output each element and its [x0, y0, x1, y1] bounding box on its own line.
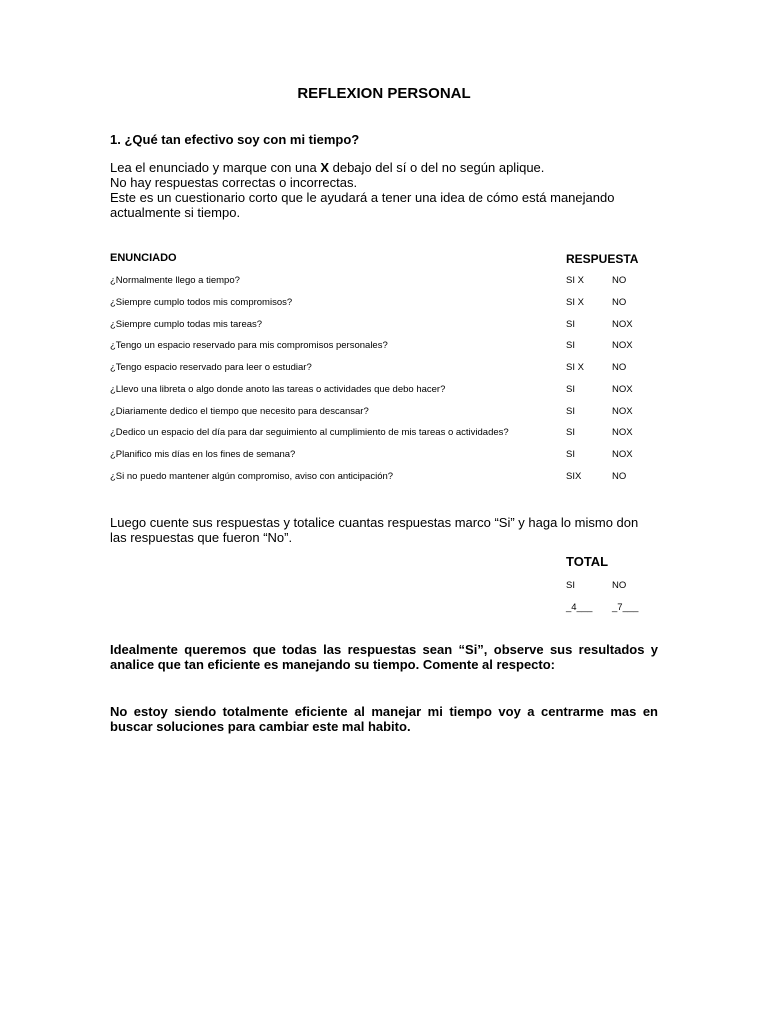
question-row [110, 406, 658, 428]
question-text: ¿Llevo una libreta o algo donde anoto las tareas o actividades que debo hacer? [110, 383, 446, 395]
answer-si: SIX [566, 470, 582, 482]
answer-no: NOX [612, 383, 633, 395]
answer-si: SI [566, 449, 575, 460]
question-text: ¿Diariamente dedico el tiempo que necesito para descansar? [110, 405, 369, 417]
questionnaire-table [110, 275, 658, 493]
page-title: REFLEXION PERSONAL [297, 85, 471, 102]
intro-text [110, 160, 658, 220]
intro-line-1-end: debajo del sí o del no según aplique. [329, 160, 545, 175]
answer-no: NO [612, 362, 627, 373]
answer-si: SI [566, 427, 575, 439]
intro-line-1 [110, 160, 658, 175]
intro-line-1-start: Lea el enunciado y marque con una [110, 160, 321, 175]
answer-no: NO [612, 275, 627, 286]
question-row [110, 471, 658, 493]
answer-no: NOX [612, 405, 633, 417]
intro-mark-x: X [320, 160, 329, 175]
question-text: ¿Tengo un espacio reservado para mis compromisos personales? [110, 340, 388, 352]
question-text: ¿Siempre cumplo todas mis tareas? [110, 318, 263, 330]
closing-prompt: Idealmente queremos que todas las respuestas sean “Si”, observe sus resultados y analice que tan eficiente es manejando su tiempo. Comente al respecto: [110, 642, 658, 672]
question-heading: 1. ¿Qué tan efectivo soy con mi tiempo? [110, 132, 360, 147]
answer-si: SI [566, 383, 575, 395]
question-row [110, 319, 658, 341]
intro-line-2: No hay respuestas correctas o incorrectas. [110, 175, 358, 190]
total-label: TOTAL [566, 554, 609, 569]
answer-si: SI X [566, 296, 584, 308]
question-row [110, 340, 658, 362]
table-header [110, 252, 658, 266]
count-instructions: Luego cuente sus respuestas y totalice cuantas respuestas marco “Si” y haga lo mismo don las respuestas que fueron “No”. [110, 515, 639, 545]
question-row [110, 297, 658, 319]
question-text: ¿Si no puedo mantener algún compromiso, aviso con anticipación? [110, 470, 394, 482]
answer-si: SI [566, 405, 575, 417]
answer-si: SI [566, 318, 575, 330]
question-text: ¿Normalmente llego a tiempo? [110, 275, 240, 286]
question-text: ¿Planifico mis días en los fines de semana? [110, 449, 296, 460]
total-si-label: SI [566, 580, 575, 591]
answer-no: NOX [612, 318, 633, 330]
answer-no: NOX [612, 449, 633, 460]
answer-no: NO [612, 296, 627, 308]
question-text: ¿Siempre cumplo todos mis compromisos? [110, 296, 293, 308]
answer-si: SI X [566, 275, 584, 286]
personal-answer: No estoy siendo totalmente eficiente al manejar mi tiempo voy a centrarme mas en buscar soluciones para cambiar este mal habito. [110, 704, 658, 734]
question-row [110, 384, 658, 406]
question-text: ¿Dedico un espacio del día para dar seguimiento al cumplimiento de mis tareas o actividades? [110, 427, 509, 439]
intro-line-3: Este es un cuestionario corto que le ayudará a tener una idea de cómo está manejando actualmente si tiempo. [110, 190, 615, 220]
answer-no: NOX [612, 340, 633, 352]
question-row [110, 427, 658, 449]
question-text: ¿Tengo espacio reservado para leer o estudiar? [110, 362, 312, 373]
answer-no: NOX [612, 427, 633, 439]
question-row [110, 449, 658, 471]
header-respuesta: RESPUESTA [566, 252, 639, 266]
answer-no: NO [612, 470, 627, 482]
answer-si: SI [566, 340, 575, 352]
total-no-label: NO [612, 580, 627, 591]
question-row [110, 275, 658, 297]
question-row [110, 362, 658, 384]
total-si-value: _4___ [566, 602, 593, 613]
answer-si: SI X [566, 362, 584, 373]
header-enunciado: ENUNCIADO [110, 252, 177, 264]
total-no-value: _7___ [612, 602, 639, 613]
